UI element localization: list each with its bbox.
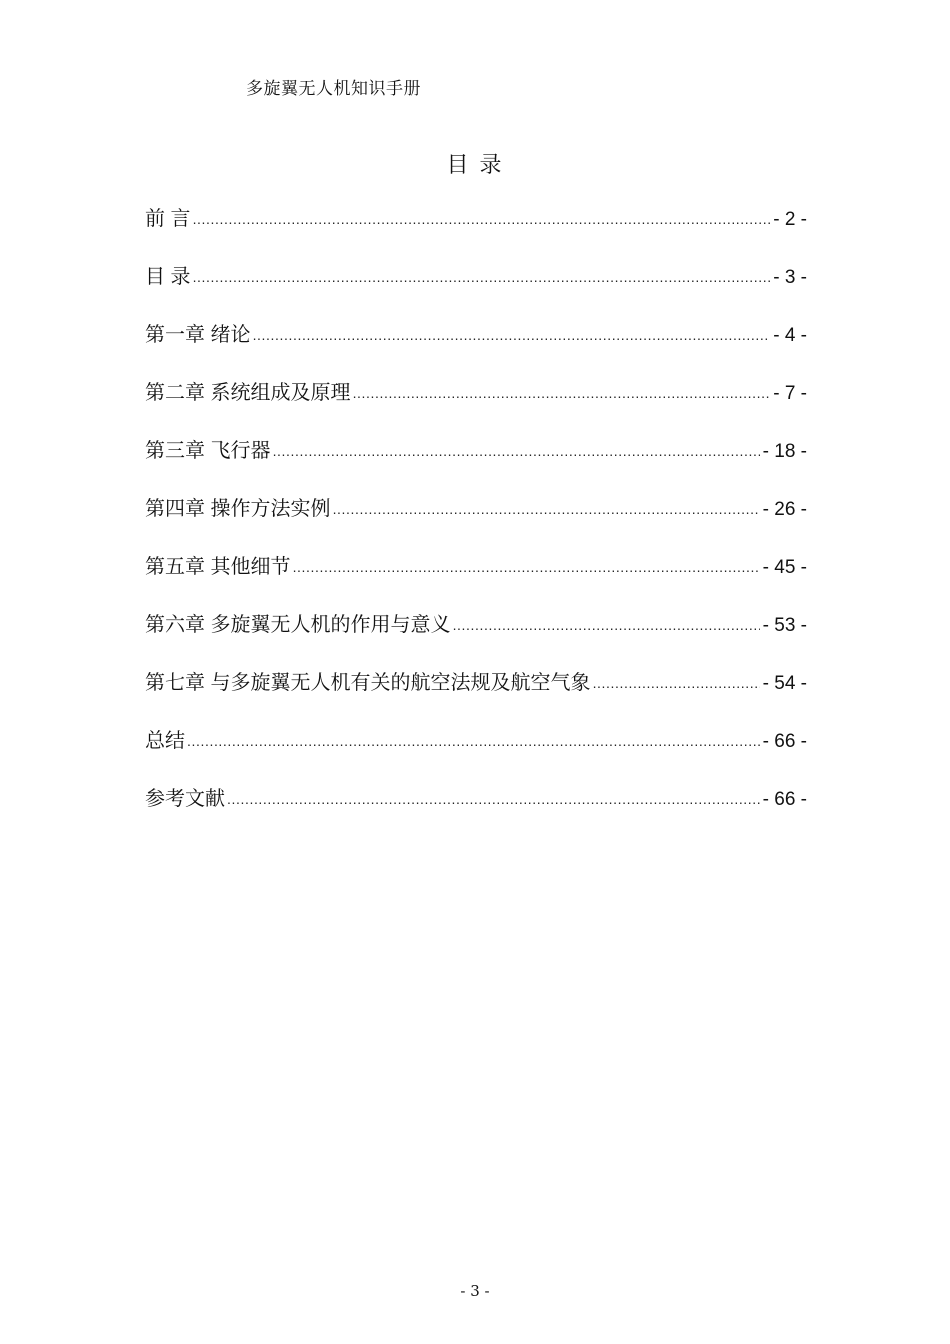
toc-entry-label: 第一章 绪论 [145, 324, 251, 346]
toc-title: 目 录 [446, 153, 504, 178]
toc-entry-chapter-5[interactable] [145, 550, 807, 608]
dot-leader [193, 263, 771, 283]
toc-entry-page: - 66 - [762, 731, 807, 752]
toc-entry-label: 第五章 其他细节 [145, 556, 291, 578]
toc-entry-chapter-6[interactable] [145, 608, 807, 666]
toc-entry-chapter-7[interactable] [145, 666, 807, 724]
toc-entry-label: 总结 [145, 730, 185, 752]
toc-entry-label: 第四章 操作方法实例 [145, 498, 331, 520]
running-header: 多旋翼无人机知识手册 [246, 79, 421, 99]
toc-entry-label: 参考文献 [145, 788, 225, 810]
dot-leader [187, 727, 760, 747]
page-number-footer: - 3 - [460, 1282, 490, 1300]
toc-entry-contents[interactable] [145, 260, 807, 318]
toc-entry-page: - 53 - [762, 615, 807, 636]
toc-entry-chapter-2[interactable] [145, 376, 807, 434]
toc-entry-page: - 26 - [762, 499, 807, 520]
toc-entry-label: 第七章 与多旋翼无人机有关的航空法规及航空气象 [145, 672, 591, 694]
dot-leader [227, 785, 760, 805]
toc-entry-page: - 18 - [762, 441, 807, 462]
table-of-contents [145, 202, 807, 840]
toc-entry-label: 第六章 多旋翼无人机的作用与意义 [145, 614, 451, 636]
dot-leader [353, 379, 771, 399]
toc-entry-references[interactable] [145, 782, 807, 840]
toc-entry-chapter-3[interactable] [145, 434, 807, 492]
toc-entry-label: 前 言 [145, 208, 191, 230]
toc-entry-chapter-4[interactable] [145, 492, 807, 550]
toc-entry-page: - 4 - [773, 325, 807, 346]
dot-leader [333, 495, 760, 515]
toc-entry-page: - 66 - [762, 789, 807, 810]
toc-entry-page: - 3 - [773, 267, 807, 288]
toc-entry-summary[interactable] [145, 724, 807, 782]
toc-entry-label: 第三章 飞行器 [145, 440, 271, 462]
toc-entry-page: - 54 - [762, 673, 807, 694]
dot-leader [273, 437, 760, 457]
dot-leader [593, 669, 760, 689]
dot-leader [453, 611, 760, 631]
toc-entry-page: - 2 - [773, 209, 807, 230]
toc-entry-page: - 45 - [762, 557, 807, 578]
toc-entry-page: - 7 - [773, 383, 807, 404]
dot-leader [293, 553, 760, 573]
dot-leader [253, 321, 771, 341]
toc-entry-preface[interactable] [145, 202, 807, 260]
dot-leader [193, 205, 771, 225]
toc-entry-chapter-1[interactable] [145, 318, 807, 376]
toc-entry-label: 第二章 系统组成及原理 [145, 382, 351, 404]
toc-entry-label: 目 录 [145, 266, 191, 288]
